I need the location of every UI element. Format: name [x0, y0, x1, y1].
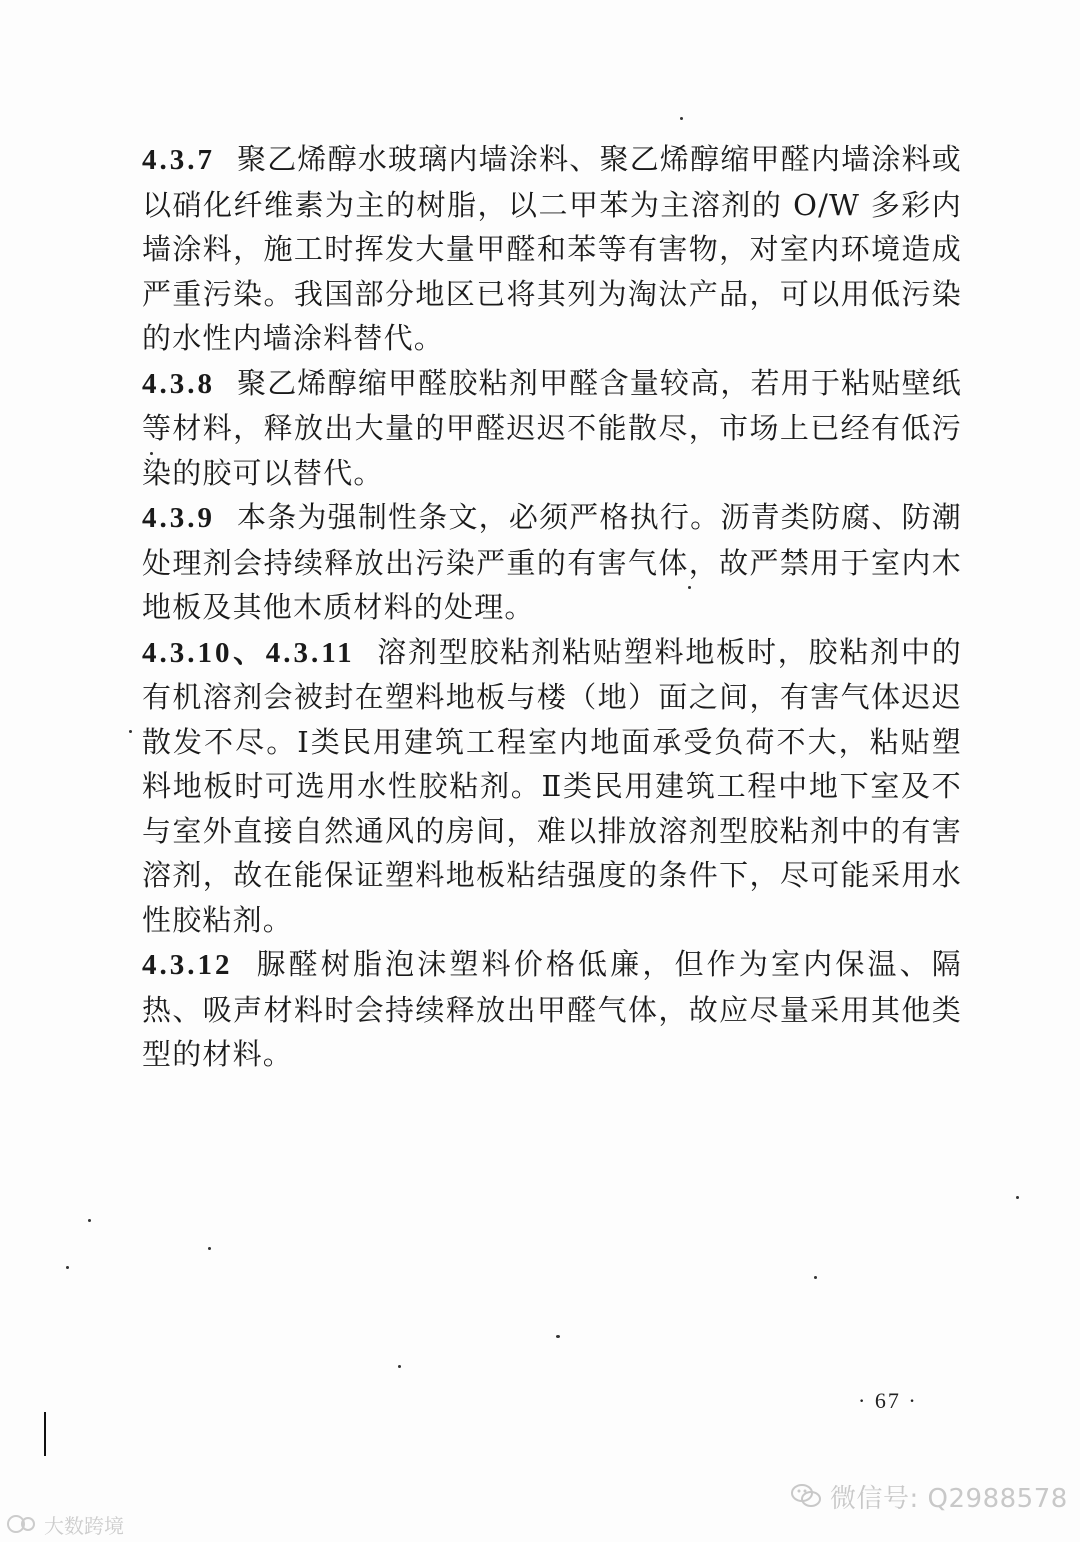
clause-4-3-10-11 — [142, 630, 962, 943]
clause-4-3-12 — [142, 942, 962, 1077]
body-text — [142, 137, 962, 1077]
scan-speck — [66, 1266, 69, 1269]
scan-speck — [680, 117, 683, 120]
brand-logo-icon — [6, 1512, 40, 1536]
scan-speck — [556, 1335, 560, 1338]
scan-speck — [208, 1247, 211, 1250]
clause-number: 4.3.12 — [142, 949, 233, 981]
clause-text: 聚乙烯醇缩甲醛胶粘剂甲醛含量较高，若用于粘贴壁纸等材料，释放出大量的甲醛迟迟不能散尽，市场上已经有低污染的胶可以替代。 — [142, 365, 962, 490]
scan-edge-mark — [44, 1412, 46, 1456]
scan-speck — [1016, 1196, 1019, 1199]
scan-speck — [688, 586, 691, 589]
clause-number: 4.3.9 — [142, 502, 215, 534]
clause-number: 4.3.7 — [142, 144, 215, 176]
clause-4-3-8 — [142, 361, 962, 496]
clause-text: 本条为强制性条文，必须严格执行。沥青类防腐、防潮处理剂会持续释放出污染严重的有害气体，故严禁用于室内木地板及其他木质材料的处理。 — [142, 500, 962, 624]
clause-text: 溶剂型胶粘剂粘贴塑料地板时，胶粘剂中的有机溶剂会被封在塑料地板与楼（地）面之间，有害气体迟迟散发不尽。Ⅰ类民用建筑工程室内地面承受负荷不大，粘贴塑料地板时可选用水性胶粘剂。Ⅱ类民用建筑工程中地下室及不与室外直接自然通风的房间，难以排放溶剂型胶粘剂中的有害溶剂，故在能保证塑料地板粘结强度的条件下，尽可能采用水性胶粘剂。 — [142, 634, 962, 937]
clause-text: 脲醛树脂泡沫塑料价格低廉，但作为室内保温、隔热、吸声材料时会持续释放出甲醛气体，故应尽量采用其他类型的材料。 — [142, 947, 962, 1071]
scan-speck — [129, 730, 132, 733]
clause-number: 4.3.10、4.3.11 — [142, 636, 355, 669]
clause-number: 4.3.8 — [142, 367, 215, 400]
wechat-watermark — [790, 1478, 1068, 1514]
scan-speck — [88, 1219, 91, 1222]
clause-4-3-9 — [142, 495, 962, 630]
page-number: · 67 · — [858, 1388, 918, 1413]
scan-speck — [150, 452, 153, 455]
clause-text: 聚乙烯醇水玻璃内墙涂料、聚乙烯醇缩甲醛内墙涂料或以硝化纤维素为主的树脂，以二甲苯为主溶剂的 O/W 多彩内墙涂料，施工时挥发大量甲醛和苯等有害物，对室内环境造成严重污染。我国部分地区已将其列为淘汰产品，可以用低污染的水性内墙涂料替代。 — [142, 142, 962, 355]
scan-speck — [814, 1276, 817, 1279]
wechat-id-text: 微信号: Q2988578 — [830, 1483, 1068, 1514]
brand-watermark — [6, 1510, 124, 1538]
brand-text: 大数跨境 — [44, 1513, 124, 1538]
wechat-icon — [790, 1482, 822, 1510]
scan-speck — [398, 1365, 401, 1368]
clause-4-3-7 — [142, 137, 962, 361]
